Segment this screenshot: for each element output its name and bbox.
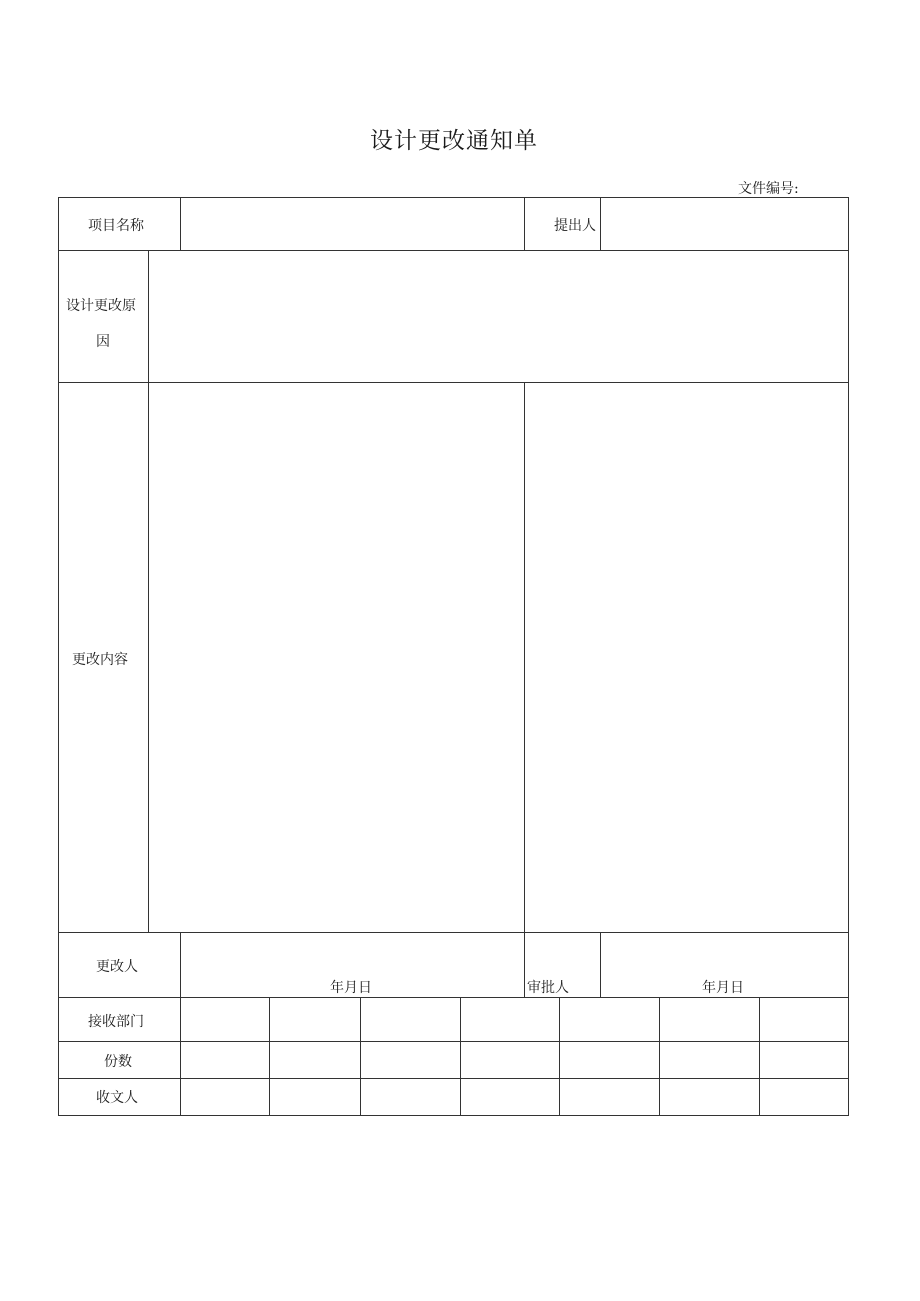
change-content-after-field[interactable]	[526, 384, 846, 931]
col-divider	[269, 997, 270, 1116]
change-content-before-field[interactable]	[150, 384, 522, 931]
col-divider	[600, 932, 601, 998]
table-border-left	[58, 197, 59, 1116]
col-divider	[180, 197, 181, 251]
copies-label: 份数	[104, 1054, 132, 1070]
row-divider	[58, 250, 849, 251]
col-divider	[148, 250, 149, 933]
project-name-label: 项目名称	[88, 218, 144, 234]
col-divider	[180, 932, 181, 998]
proposer-label: 提出人	[554, 218, 596, 234]
table-border-right	[848, 197, 849, 1116]
modifier-date-label: 年月日	[330, 980, 372, 996]
page-title: 设计更改通知单	[370, 128, 538, 154]
proposer-field[interactable]	[602, 199, 846, 249]
row-divider	[58, 1078, 849, 1079]
col-divider	[524, 197, 525, 251]
col-divider	[759, 997, 760, 1116]
table-border-bottom	[58, 1115, 849, 1116]
change-content-label: 更改内容	[72, 652, 128, 668]
recipient-label: 收文人	[96, 1090, 138, 1106]
table-border-top	[58, 197, 849, 198]
col-divider	[180, 997, 181, 1116]
row-divider	[58, 1041, 849, 1042]
document-number-label: 文件编号:	[738, 181, 799, 197]
approver-label: 审批人	[527, 980, 569, 996]
col-divider	[600, 197, 601, 251]
row-divider	[58, 382, 849, 383]
modifier-label: 更改人	[96, 959, 138, 975]
col-divider	[524, 932, 525, 998]
col-divider	[559, 997, 560, 1116]
approver-date-label: 年月日	[702, 980, 744, 996]
row-divider	[58, 997, 849, 998]
project-name-field[interactable]	[182, 199, 522, 249]
col-divider	[460, 997, 461, 1116]
change-reason-label-line2: 因	[96, 334, 110, 350]
change-reason-field[interactable]	[150, 252, 846, 381]
receiving-department-label: 接收部门	[88, 1014, 144, 1030]
col-divider	[360, 997, 361, 1116]
col-divider	[659, 997, 660, 1116]
row-divider	[58, 932, 849, 933]
col-divider	[524, 382, 525, 933]
change-reason-label-line1: 设计更改原	[66, 298, 136, 314]
